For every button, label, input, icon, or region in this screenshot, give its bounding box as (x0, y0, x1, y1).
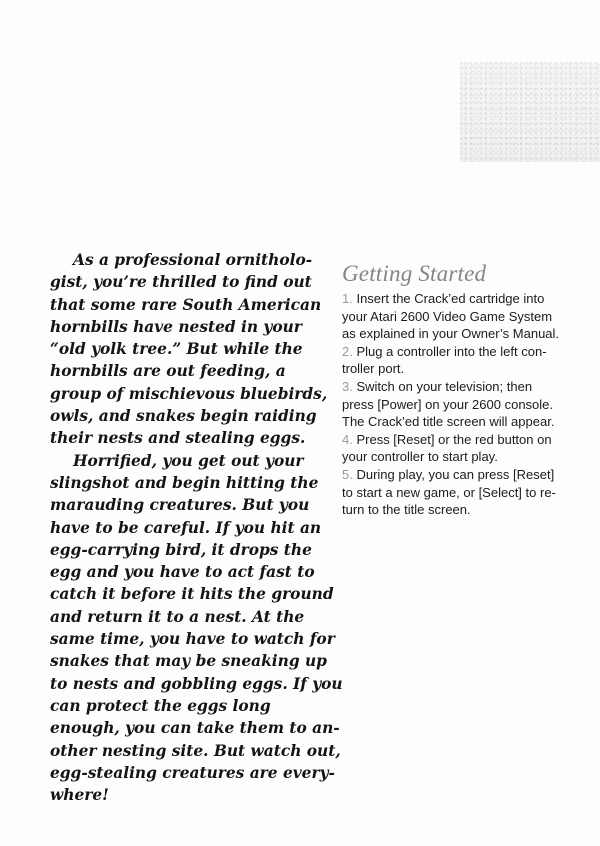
intro-line: same time, you have to watch for (50, 630, 335, 649)
step-text: Plug a controller into the left con- (356, 343, 547, 359)
intro-line: gist, you’re thrilled to find out (50, 273, 312, 292)
intro-line: can protect the eggs long (50, 696, 271, 715)
intro-line: hornbills are out feeding, a (50, 362, 286, 381)
intro-line: have to be careful. If you hit an (50, 518, 322, 537)
step-number: 3. (342, 378, 353, 394)
step-number: 4. (342, 431, 353, 447)
scan-texture (460, 62, 600, 162)
intro-line: marauding creatures. But you (50, 496, 310, 515)
step-2 (342, 343, 600, 378)
step-4 (342, 431, 600, 466)
step-text: your Atari 2600 Video Game System (342, 308, 553, 324)
intro-line: Horrified, you get out your (73, 451, 304, 470)
section-heading: Getting Started (342, 261, 487, 286)
intro-line: As a professional ornitholo- (73, 251, 313, 269)
intro-line: slingshot and begin hitting the (50, 473, 319, 492)
step-text: to start a new game, or [Select] to re- (342, 484, 556, 500)
step-text: Insert the Crack’ed cartridge into (356, 291, 545, 306)
step-3 (342, 378, 600, 431)
intro-line: group of mischievous bluebirds, (50, 384, 328, 403)
step-text: press [Power] on your 2600 console. (342, 396, 554, 412)
getting-started-section (342, 260, 600, 519)
intro-line: “old yolk tree.” But while the (50, 340, 303, 359)
intro-line: egg-stealing creatures are every- (50, 763, 335, 782)
intro-line: hornbills have nested in your (50, 317, 302, 336)
step-1 (342, 290, 600, 343)
intro-line: where! (50, 786, 109, 805)
intro-line: that some rare South American (50, 295, 322, 314)
step-text: your controller to start play. (342, 449, 498, 465)
step-text: Switch on your television; then (356, 378, 533, 394)
intro-line: egg and you have to act fast to (50, 563, 315, 582)
step-text: turn to the title screen. (342, 502, 471, 518)
intro-line: catch it before it hits the ground (50, 585, 334, 604)
step-text: as explained in your Owner’s Manual. (342, 326, 560, 342)
intro-line: egg-carrying bird, it drops the (50, 540, 312, 559)
intro-line: and return it to a nest. At the (50, 607, 305, 626)
step-text: During play, you can press [Reset] (356, 466, 555, 482)
intro-line: enough, you can take them to an- (50, 719, 340, 738)
intro-line: their nests and stealing eggs. (50, 429, 306, 448)
step-text: The Crack’ed title screen will appear. (342, 414, 555, 430)
intro-line: snakes that may be sneaking up (50, 652, 327, 671)
intro-line: other nesting site. But watch out, (50, 741, 341, 760)
intro-story (50, 249, 343, 806)
intro-line: owls, and snakes begin raiding (50, 407, 317, 426)
intro-line: to nests and gobbling eggs. If you (50, 674, 343, 693)
step-number: 1. (342, 291, 353, 306)
step-5 (342, 466, 600, 519)
step-text: troller port. (342, 361, 405, 377)
step-number: 5. (342, 466, 353, 482)
step-text: Press [Reset] or the red button on (356, 431, 552, 447)
step-number: 2. (342, 343, 353, 359)
